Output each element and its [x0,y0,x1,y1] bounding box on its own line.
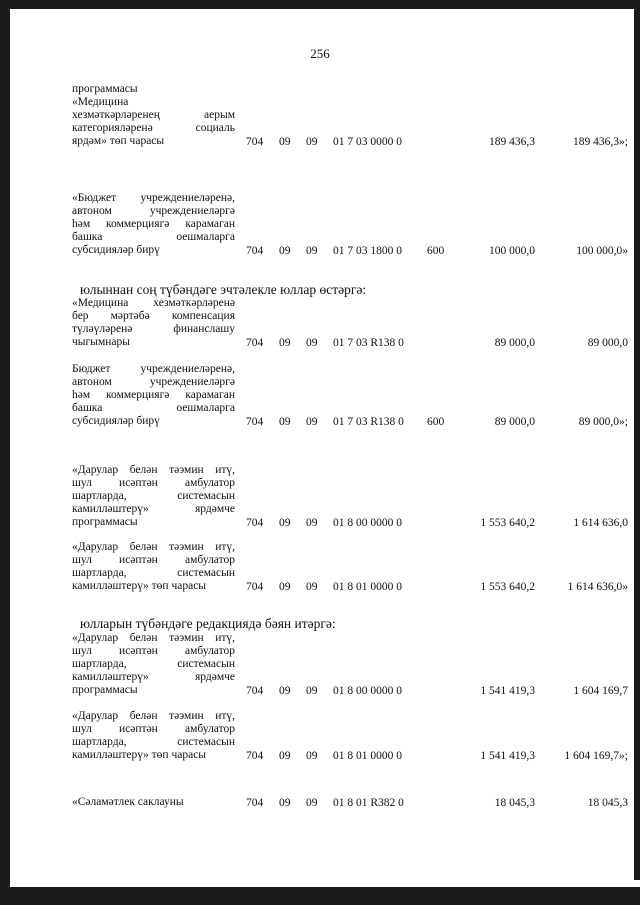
description-line: «Бюджет учреждениеләренә, [72,192,235,204]
description-line: камилләштерү» ярдәмче [72,671,235,683]
amount-year-2: 89 000,0»; [578,416,628,428]
amount-year-1: 89 000,0 [494,337,535,349]
amount-year-1: 1 541 419,3 [480,685,535,697]
description-line: «Медицина [72,96,129,108]
description-line: башка оешмаларга [72,402,235,414]
description-line: камилләштерү» төп чарасы [72,749,207,761]
description-line: категорияләренә социаль [72,122,235,134]
description-line: шартларда, системасын [72,567,235,579]
amount-year-2: 189 436,3»; [573,136,628,148]
ministry-code: 704 [246,517,264,529]
row-description [72,710,235,762]
section-code: 09 [279,750,291,762]
description-line: субсидияләр бирү [72,244,160,256]
amount-year-2: 1 604 169,7 [573,685,628,697]
description-line: шартларда, системасын [72,658,235,670]
row-description [72,541,235,593]
subsection-code: 09 [306,337,318,349]
target-item-code: 01 7 03 R138 0 [333,337,404,349]
amount-year-1: 18 045,3 [494,797,535,809]
ministry-code: 704 [246,797,264,809]
table-row [0,464,640,529]
description-line: түләүләренә финанслашу [72,323,235,335]
amount-year-1: 1 553 640,2 [480,517,535,529]
description-line: автоном учреждениеләргә [72,205,235,217]
description-line: шартларда, системасын [72,736,235,748]
amount-year-1: 1 553 640,2 [480,581,535,593]
description-line: программасы [72,516,138,528]
expense-type-code: 600 [427,245,445,257]
section-heading-add: юлыннан соң түбәндәге эчтәлекле юллар өстәргә: [80,282,367,297]
scan-edge-bottom [0,887,640,905]
section-code: 09 [279,337,291,349]
description-line: һәм коммерциягә карамаган [72,389,235,401]
description-line: ярдәм» төп чарасы [72,135,165,147]
scan-edge-top [0,0,640,9]
description-line: «Дарулар белән тәэмин итү, [72,541,235,553]
row-description [72,192,235,257]
subsection-code: 09 [306,517,318,529]
subsection-code: 09 [306,750,318,762]
target-item-code: 01 8 01 0000 0 [333,581,402,593]
amount-year-2: 100 000,0» [576,245,628,257]
row-description [72,297,235,349]
section-code: 09 [279,797,291,809]
description-line: «Дарулар белән тәэмин итү, [72,632,235,644]
subsection-code: 09 [306,581,318,593]
row-description [72,632,235,697]
subsection-code: 09 [306,245,318,257]
subsection-code: 09 [306,416,318,428]
target-item-code: 01 8 00 0000 0 [333,517,402,529]
section-code: 09 [279,517,291,529]
description-line: автоном учреждениеләргә [72,376,235,388]
section-code: 09 [279,685,291,697]
row-description [72,83,235,148]
description-line: һәм коммерциягә карамаган [72,218,235,230]
table-row [0,297,640,349]
ministry-code: 704 [246,416,264,428]
description-line: башка оешмаларга [72,231,235,243]
target-item-code: 01 8 01 R382 0 [333,797,404,809]
table-row [0,541,640,593]
description-line: шул исәптән амбулатор [72,554,235,566]
table-row [0,83,640,148]
target-item-code: 01 7 03 R138 0 [333,416,404,428]
table-row [0,796,640,809]
subsection-code: 09 [306,797,318,809]
target-item-code: 01 7 03 0000 0 [333,136,402,148]
row-description [72,363,235,428]
amount-year-2: 1 614 636,0» [567,581,628,593]
target-item-code: 01 8 00 0000 0 [333,685,402,697]
amount-year-2: 89 000,0 [587,337,628,349]
description-line: «Дарулар белән тәэмин итү, [72,710,235,722]
description-line: шул исәптән амбулатор [72,645,235,657]
amount-year-1: 189 436,3 [489,136,535,148]
description-line: субсидияләр бирү [72,415,160,427]
description-line: камилләштерү» төп чарасы [72,580,207,592]
target-item-code: 01 7 03 1800 0 [333,245,402,257]
target-item-code: 01 8 01 0000 0 [333,750,402,762]
table-row [0,710,640,762]
description-line: камилләштерү» ярдәмче [72,503,235,515]
ministry-code: 704 [246,750,264,762]
description-line: «Сәламәтлек саклауны [72,796,184,808]
description-line: бер мәртәбә компенсация [72,310,235,322]
ministry-code: 704 [246,136,264,148]
expense-type-code: 600 [427,416,445,428]
section-heading-edit: юлларын түбәндәге редакциядә бәян итәргә: [80,616,336,631]
row-description [72,464,235,529]
amount-year-1: 100 000,0 [489,245,535,257]
section-code: 09 [279,136,291,148]
table-row [0,192,640,257]
ministry-code: 704 [246,685,264,697]
page-number: 256 [310,46,330,61]
amount-year-2: 1 604 169,7»; [564,750,628,762]
table-row [0,632,640,697]
description-line: шартларда, системасын [72,490,235,502]
section-code: 09 [279,581,291,593]
ministry-code: 704 [246,245,264,257]
subsection-code: 09 [306,136,318,148]
table-row [0,363,640,428]
section-code: 09 [279,416,291,428]
subsection-code: 09 [306,685,318,697]
description-line: шул исәптән амбулатор [72,723,235,735]
description-line: программасы [72,684,138,696]
description-line: программасы [72,83,138,95]
amount-year-1: 1 541 419,3 [480,750,535,762]
description-line: шул исәптән амбулатор [72,477,235,489]
ministry-code: 704 [246,337,264,349]
section-code: 09 [279,245,291,257]
amount-year-1: 89 000,0 [494,416,535,428]
description-line: «Медицина хезмәткәрләренә [72,297,235,309]
description-line: хезмәткәрләренең аерым [72,109,235,121]
description-line: «Дарулар белән тәэмин итү, [72,464,235,476]
description-line: Бюджет учреждениеләренә, [72,363,235,375]
amount-year-2: 18 045,3 [587,797,628,809]
description-line: чыгымнары [72,336,130,348]
row-description [72,796,235,809]
ministry-code: 704 [246,581,264,593]
amount-year-2: 1 614 636,0 [573,517,628,529]
